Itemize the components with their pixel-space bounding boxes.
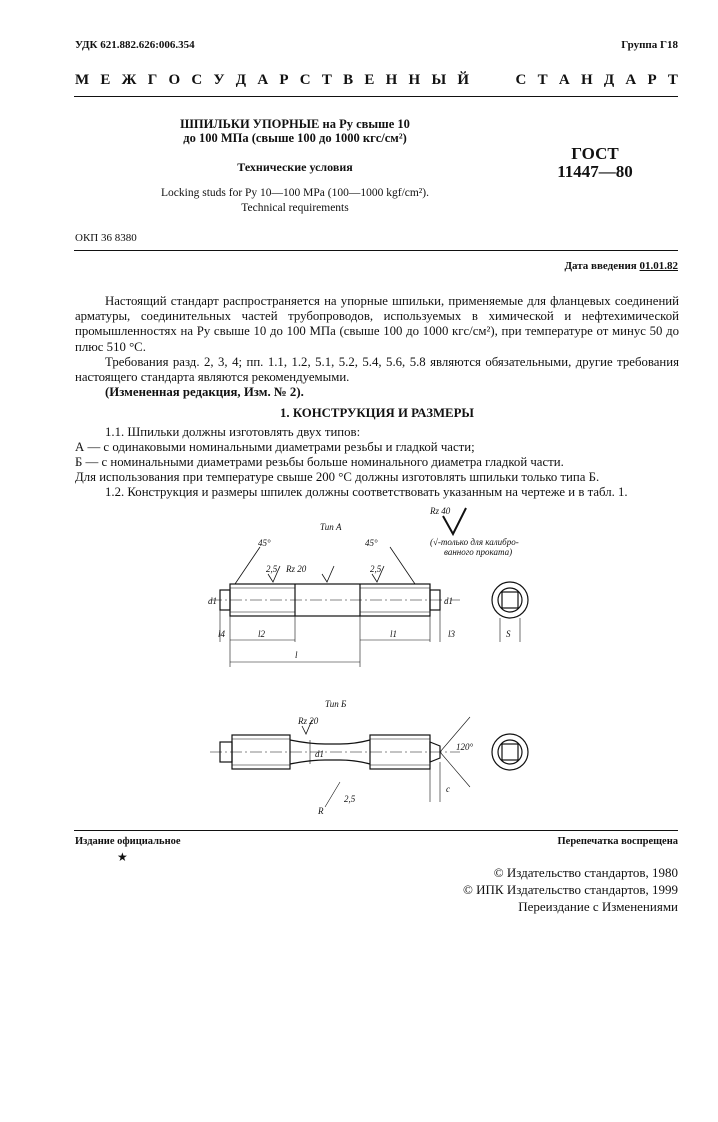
svg-text:Rz 20: Rz 20 — [298, 716, 319, 726]
reprint-forbidden: Перепечатка воспрещена — [557, 836, 678, 847]
svg-text:d1: d1 — [444, 596, 453, 606]
svg-text:(√-только для калибро-: (√-только для калибро- — [430, 537, 519, 547]
doc-subtitle: Технические условия — [237, 160, 353, 174]
svg-text:Rz 40: Rz 40 — [430, 506, 451, 516]
body-text — [75, 294, 679, 501]
svg-text:S: S — [506, 629, 511, 639]
svg-text:2,5: 2,5 — [370, 564, 382, 574]
svg-text:Rz 20: Rz 20 — [286, 564, 307, 574]
svg-text:c: c — [446, 784, 450, 794]
svg-text:l2: l2 — [258, 629, 266, 639]
okp-code: ОКП 36 8380 — [75, 232, 137, 244]
svg-text:l1: l1 — [390, 629, 398, 639]
stud-drawing — [160, 502, 590, 822]
paragraph: (Измененная редакция, Изм. № 2). — [105, 385, 304, 400]
svg-text:l3: l3 — [448, 629, 456, 639]
official-edition: Издание официальное — [75, 836, 181, 847]
svg-text:d1: d1 — [208, 596, 217, 606]
svg-text:120°: 120° — [456, 742, 474, 752]
udk-code: УДК 621.882.626:006.354 — [75, 39, 195, 51]
paragraph: 1.2. Конструкция и размеры шпилек должны соответствовать указанным на чертеже и в табл. 1. — [105, 485, 628, 500]
section-heading: 1. КОНСТРУКЦИЯ И РАЗМЕРЫ — [280, 406, 474, 421]
svg-text:2,5: 2,5 — [344, 794, 356, 804]
paragraph: А — с одинаковыми номинальными диаметрами резьбы и гладкой части; — [75, 439, 475, 454]
gost-number: ГОСТ 11447—80 — [557, 144, 633, 181]
type-b-label: Тип Б — [325, 699, 347, 709]
paragraph: Настоящий стандарт распространяется на упорные шпильки, применяемые для фланцевых соединений арматуры, соединительных частей трубопроводов, используемых в химической и нефтехимической промышленностях на Pу свыше 10 до 100 МПа (свыше 100 до 1000 кгс/см²), при температуре от минус 50 до плюс 510 °С. — [75, 294, 679, 354]
top-rule — [74, 96, 678, 97]
svg-text:d1: d1 — [315, 749, 324, 759]
standard-banner: М Е Ж Г О С У Д А Р С Т В Е Н Н Ы Й С Т А Н Д А Р Т — [75, 72, 678, 88]
svg-text:45°: 45° — [258, 538, 271, 548]
svg-text:2,5: 2,5 — [266, 564, 278, 574]
paragraph: 1.1. Шпильки должны изготовлять двух типов: — [105, 424, 361, 439]
svg-text:45°: 45° — [365, 538, 378, 548]
paragraph: Для использования при температуре свыше 200 °С должны изготовлять шпильки только типа Б. — [75, 470, 600, 485]
effective-date: Дата введения 01.01.82 — [564, 260, 678, 272]
copyright: © Издательство стандартов, 1980 © ИПК Издательство стандартов, 1999 Переиздание с Изменениями — [463, 865, 678, 914]
svg-text:l4: l4 — [218, 629, 226, 639]
star-mark: ★ — [117, 850, 128, 864]
doc-title: ШПИЛЬКИ УПОРНЫЕ на Pу свыше 10 до 100 МПа (свыше 100 до 1000 кгс/см²) — [180, 117, 410, 145]
svg-text:l: l — [295, 650, 298, 660]
group-code: Группа Г18 — [621, 39, 678, 51]
footer-rule — [74, 830, 678, 831]
english-title: Locking studs for Py 10—100 MPa (100—1000 kgf/cm²). Technical requirements — [161, 187, 429, 214]
mid-rule — [74, 250, 678, 251]
svg-text:R: R — [318, 806, 324, 816]
svg-text:ванного проката): ванного проката) — [444, 547, 513, 557]
type-a-label: Тип А — [320, 522, 342, 532]
paragraph: Требования разд. 2, 3, 4; пп. 1.1, 1.2, 5.1, 5.2, 5.4, 5.6, 5.8 являются обязательными, другие требования настоящего стандарта являются рекомендуемыми. — [75, 354, 679, 385]
paragraph: Б — с номинальными диаметрами резьбы больше номинального диаметра гладкой части. — [75, 455, 564, 470]
